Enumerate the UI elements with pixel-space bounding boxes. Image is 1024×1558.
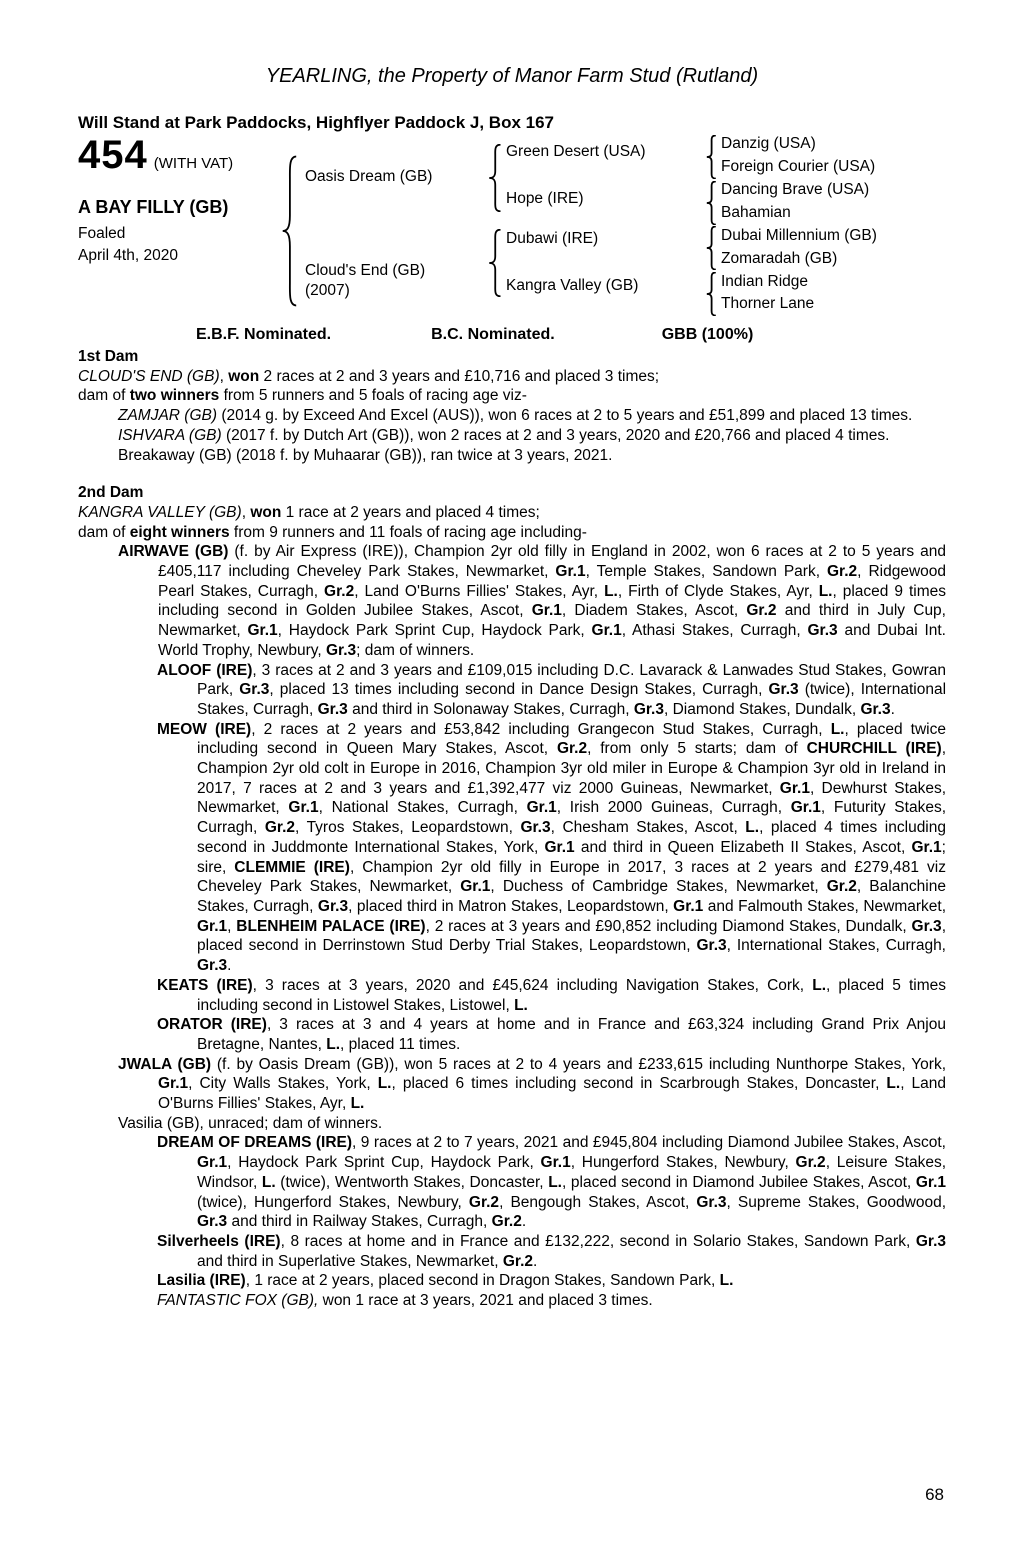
pedigree-entry: ALOOF (IRE), 3 races at 2 and 3 years and £109,015 including D.C. Lavarack & Lanwades Stud Stakes, Gowran Park, Gr.3, placed 13 times including second in Dance Design Stakes, Curragh, Gr.3 (twice), International Stakes, Curragh, Gr.3 and third in Solonaway Stakes, Curragh, Gr.3, Diamond Stakes, Dundalk, Gr.3. (157, 661, 947, 718)
nominations-line (78, 325, 946, 345)
first-dam-section (78, 347, 946, 465)
lot-line (78, 135, 233, 175)
pedigree-entry: FANTASTIC FOX (GB), won 1 race at 3 years, 2021 and placed 3 times. (157, 1292, 653, 1310)
pedigree-entry: ISHVARA (GB) (2017 f. by Dutch Art (GB)), won 2 races at 2 and 3 years, 2020 and £20,766 and placed 4 times. (118, 426, 890, 444)
g3-ancestor: Dubai Millennium (GB) (721, 227, 877, 244)
g3-ancestor: Zomaradah (GB) (721, 250, 838, 267)
pedigree-entry: Breakaway (GB) (2018 f. by Muhaarar (GB)), ran twice at 3 years, 2021. (118, 446, 613, 464)
ebf-nomination: E.B.F. Nominated. (196, 326, 332, 343)
pedigree-entry: dam of two winners from 5 runners and 5 foals of racing age viz- (78, 387, 527, 405)
page-number: 68 (925, 1485, 944, 1504)
gbb-nomination: GBB (100%) (661, 326, 754, 343)
pedigree-entry: dam of eight winners from 9 runners and 11 foals of racing age including- (78, 523, 587, 541)
foaled-date: April 4th, 2020 (78, 247, 178, 264)
sire-name: Oasis Dream (GB) (305, 168, 433, 185)
bc-nomination: B.C. Nominated. (431, 326, 555, 343)
first-dam-entries (78, 367, 946, 466)
g2-sire-dam: Hope (IRE) (506, 190, 584, 207)
pedigree-entry: KEATS (IRE), 3 races at 3 years, 2020 and £45,624 including Navigation Stakes, Cork, L., placed 5 times including second in Listowel Stakes, Listowel, L. (157, 976, 946, 1014)
lot-number: 454 (78, 133, 148, 177)
g3-ancestor: Foreign Courier (USA) (721, 158, 876, 175)
pedigree-entry: DREAM OF DREAMS (IRE), 9 races at 2 to 7 years, 2021 and £945,804 including Diamond Jubilee Stakes, Ascot, Gr.1, Haydock Park Sprint Cup, Haydock Park, Gr.1, Hungerford Stakes, Newbury, Gr.2, Leisure Stakes, Windsor, L. (twice), Wentworth Stakes, Doncaster, L., placed second in Diamond Jubilee Stakes, Ascot, Gr.1 (twice), Hungerford Stakes, Newbury, Gr.2, Bengough Stakes, Ascot, Gr.3, Supreme Stakes, Goodwood, Gr.3 and third in Railway Stakes, Curragh, Gr.2. (157, 1134, 947, 1231)
pedigree-chart (78, 133, 946, 319)
foaled-label: Foaled (78, 225, 126, 242)
second-dam-heading: 2nd Dam (78, 484, 144, 502)
pedigree-entry: MEOW (IRE), 2 races at 2 years and £53,842 including Grangecon Stud Stakes, Curragh, L., placed twice including second in Queen Mary Stakes, Ascot, Gr.2, from only 5 starts; dam of CHURCHILL (IRE), Champion 2yr old colt in Europe in 2016, Champion 3yr old miler in Europe & Champion 3yr old in Ireland in 2017, 7 races at 2 and 3 years and £1,392,477 viz 2000 Guineas, Newmarket, Gr.1, Dewhurst Stakes, Newmarket, Gr.1, National Stakes, Curragh, Gr.1, Irish 2000 Guineas, Curragh, Gr.1, Futurity Stakes, Curragh, Gr.2, Tyros Stakes, Leopardstown, Gr.3, Chesham Stakes, Ascot, L., placed 4 times including second in Juddmonte International Stakes, York, Gr.1 and third in Queen Elizabeth II Stakes, Ascot, Gr.1; sire, CLEMMIE (IRE), Champion 2yr old filly in Europe in 2017, 3 races at 2 years and £279,481 viz Cheveley Park Stakes, Newmarket, Gr.1, Duchess of Cambridge Stakes, Newmarket, Gr.2, Balanchine Stakes, Curragh, Gr.3, placed third in Matron Stakes, Leopardstown, Gr.1 and Falmouth Stakes, Newmarket, Gr.1, BLENHEIM PALACE (IRE), 2 races at 3 years and £90,852 including Diamond Stakes, Dundalk, Gr.3, placed second in Derrinstown Stud Derby Trial Stakes, Leopardstown, Gr.3, International Stakes, Curragh, Gr.3. (157, 720, 947, 975)
horse-name: A BAY FILLY (GB) (78, 197, 229, 217)
g3-ancestor: Dancing Brave (USA) (721, 181, 870, 198)
pedigree-entry: KANGRA VALLEY (GB), won 1 race at 2 years and placed 4 times; (78, 503, 540, 521)
g2-dam-dam: Kangra Valley (GB) (506, 277, 639, 294)
brace-icon (705, 181, 717, 225)
brace-icon (705, 226, 717, 270)
g3-ancestor: Bahamian (721, 204, 791, 221)
second-dam-entries (78, 503, 946, 1311)
page-title: YEARLING, the Property of Manor Farm Stud (Rutland) (265, 65, 759, 87)
dam-year: (2007) (305, 282, 350, 299)
brace-icon (487, 144, 502, 212)
pedigree-entry: AIRWAVE (GB) (f. by Air Express (IRE)), Champion 2yr old filly in England in 2002, won 6 races at 2 to 5 years and £405,117 including Cheveley Park Stakes, Newmarket, Gr.1, Temple Stakes, Sandown Park, Gr.2, Ridgewood Pearl Stakes, Curragh, Gr.2, Land O'Burns Fillies' Stakes, Ayr, L., Firth of Clyde Stakes, Ayr, L., placed 9 times including second in Golden Jubilee Stakes, Ascot, Gr.1, Diadem Stakes, Ascot, Gr.2 and third in July Cup, Newmarket, Gr.1, Haydock Park Sprint Cup, Haydock Park, Gr.1, Athasi Stakes, Curragh, Gr.3 and Dubai Int. World Trophy, Newbury, Gr.3; dam of winners. (118, 543, 946, 659)
brace-icon (280, 155, 298, 307)
g3-ancestor: Danzig (USA) (721, 135, 816, 152)
g3-ancestor: Thorner Lane (721, 295, 815, 312)
second-dam-section (78, 483, 946, 1311)
pedigree-entry: Lasilia (IRE), 1 race at 2 years, placed second in Dragon Stakes, Sandown Park, L. (157, 1272, 734, 1290)
pedigree-entry: Silverheels (IRE), 8 races at home and in France and £132,222, second in Solario Stakes, Sandown Park, Gr.3 and third in Superlative Stakes, Newmarket, Gr.2. (157, 1232, 947, 1270)
dam-name: Cloud's End (GB) (305, 262, 426, 279)
g2-dam-sire: Dubawi (IRE) (506, 230, 599, 247)
first-dam-heading: 1st Dam (78, 348, 139, 365)
pedigree-entry: JWALA (GB) (f. by Oasis Dream (GB)), won 5 races at 2 to 4 years and £233,615 including Nunthorpe Stakes, York, Gr.1, City Walls Stakes, York, L., placed 6 times including second in Scarbrough Stakes, Doncaster, L., Land O'Burns Fillies' Stakes, Ayr, L. (118, 1055, 946, 1113)
brace-icon (705, 272, 717, 316)
stand-location: Will Stand at Park Paddocks, Highflyer Paddock J, Box 167 (78, 113, 554, 132)
pedigree-entry: Vasilia (GB), unraced; dam of winners. (118, 1114, 383, 1132)
brace-icon (705, 135, 717, 179)
pedigree-entry: ZAMJAR (GB) (2014 g. by Exceed And Excel (AUS)), won 6 races at 2 to 5 years and £51,899 and placed 13 times. (118, 407, 913, 425)
pedigree-entry: ORATOR (IRE), 3 races at 3 and 4 years at home and in France and £63,324 including Grand Prix Anjou Bretagne, Nantes, L., placed 11 times. (157, 1016, 946, 1053)
g2-sire-sire: Green Desert (USA) (506, 143, 646, 160)
g3-ancestor: Indian Ridge (721, 273, 809, 290)
brace-icon (487, 229, 502, 297)
vat-note: (WITH VAT) (153, 155, 234, 172)
pedigree-entry: CLOUD'S END (GB), won 2 races at 2 and 3 years and £10,716 and placed 3 times; (78, 367, 660, 385)
